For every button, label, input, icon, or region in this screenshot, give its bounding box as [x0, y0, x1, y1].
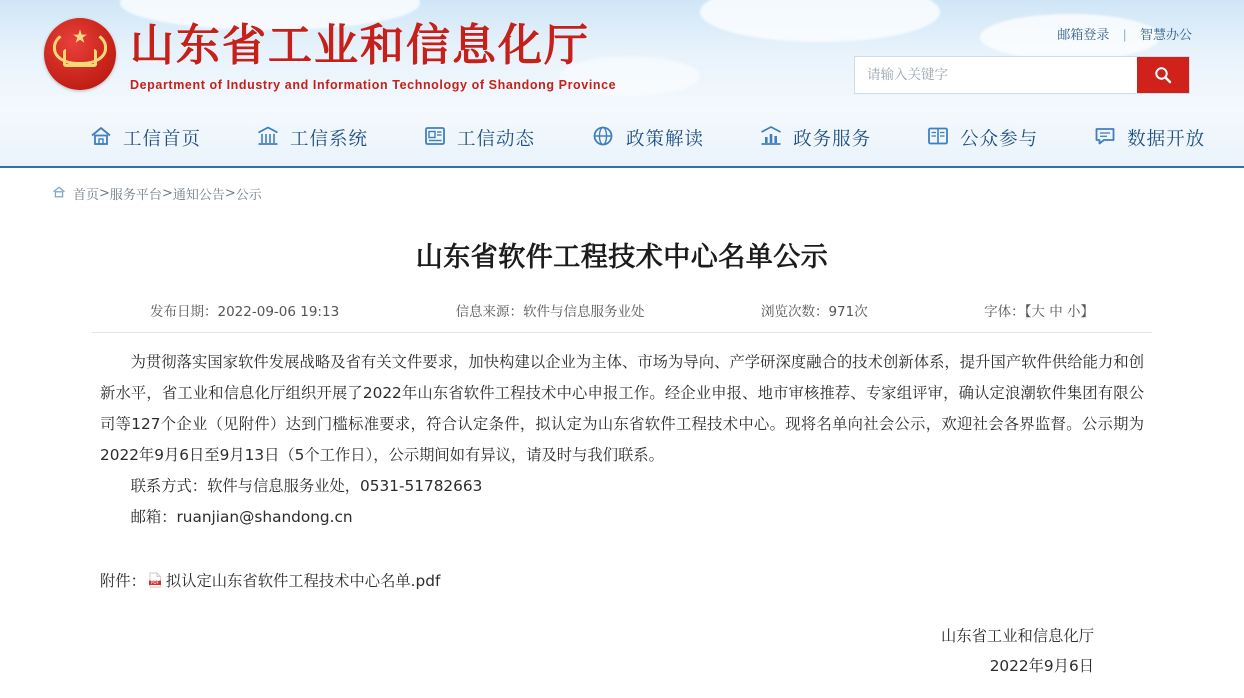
article-paragraph: 为贯彻落实国家软件发展战略及省有关文件要求，加快构建以企业为主体、市场为导向、产学研深度融合的技术创新体系，提升国产软件供给能力和创新水平，省工业和信息化厅组织开展了2022年山东省软件工程技术中心申报工作。经企业申报、地市审核推荐、专家组评审，确认定浪潮软件集团有限公司等127个企业（见附件）达到门槛标准要求，符合认定条件，拟认定为山东省软件工程技术中心。现将名单向社会公示，欢迎社会各界监督。公示期为2022年9月6日至9月13日（5个工作日），公示期间如有异议，请及时与我们联系。	[100, 353, 1144, 464]
site-title-block	[130, 20, 616, 92]
bracket-close: 】	[1080, 304, 1094, 320]
nav-item-services[interactable]	[758, 123, 871, 154]
meta-source-value: 软件与信息服务业处	[523, 304, 645, 320]
breadcrumb	[52, 184, 1244, 203]
site-title-en: Department of Industry and Information Technology of Shandong Province	[130, 78, 617, 92]
breadcrumb-separator: >	[161, 186, 173, 201]
font-size-large[interactable]: 大	[1031, 304, 1045, 320]
meta-publish-value: 2022-09-06 19:13	[217, 304, 340, 320]
home-icon	[88, 123, 114, 154]
svg-text:PDF: PDF	[150, 580, 159, 586]
signature-date: 2022年9月6日	[989, 657, 1094, 675]
article-signature	[92, 591, 1152, 681]
nav-item-news[interactable]	[422, 123, 535, 154]
nav-item-label: 工信系统	[290, 129, 369, 150]
page-title: 山东省软件工程技术中心名单公示	[415, 242, 829, 273]
attachment-label: 附件：	[100, 572, 146, 590]
font-size-label: 字体：	[984, 304, 1025, 320]
article-email-line: 邮箱：ruanjian@shandong.cn	[130, 508, 353, 526]
breadcrumb-item-notices[interactable]: 通知公告	[172, 188, 225, 203]
book-icon	[925, 123, 951, 154]
nav-item-label: 公众参与	[960, 129, 1039, 150]
font-size-small[interactable]: 小	[1067, 304, 1081, 320]
chart-icon	[758, 123, 784, 154]
cloud-decoration	[700, 0, 940, 42]
nav-item-label: 工信首页	[123, 129, 202, 150]
article-body	[92, 333, 1152, 533]
main-navigation	[0, 110, 1244, 168]
attachment-link[interactable]: 拟认定山东省软件工程技术中心名单.pdf	[165, 572, 441, 590]
meta-views-value: 971次	[828, 304, 868, 320]
pdf-icon	[148, 572, 162, 588]
nav-item-label: 数据开放	[1127, 129, 1206, 150]
national-emblem-icon: ★	[44, 18, 116, 90]
top-link-mail-login[interactable]: 邮箱登录	[1057, 27, 1110, 42]
font-size-medium[interactable]: 中	[1049, 304, 1063, 320]
search-button[interactable]	[1137, 57, 1189, 93]
site-title-cn: 山东省工业和信息化厅	[130, 20, 590, 71]
breadcrumb-separator: >	[99, 186, 110, 201]
meta-views-label: 浏览次数：	[760, 304, 829, 320]
nav-item-system[interactable]	[255, 123, 368, 154]
meta-source	[456, 300, 645, 320]
meta-publish-label: 发布日期：	[150, 304, 218, 320]
bank-icon	[255, 123, 281, 154]
breadcrumb-item-publicity[interactable]: 公示	[235, 188, 262, 203]
font-size-control	[984, 300, 1094, 320]
breadcrumb-item-service-platform[interactable]: 服务平台	[109, 188, 162, 203]
breadcrumb-item-home[interactable]: 首页	[73, 188, 100, 203]
article-contact-line: 联系方式：软件与信息服务业处，0531-51782663	[130, 477, 483, 495]
top-utility-links	[1057, 24, 1192, 43]
search-input[interactable]	[855, 57, 1137, 93]
message-icon	[1092, 123, 1118, 154]
article	[72, 235, 1172, 681]
nav-item-open-data[interactable]	[1092, 123, 1205, 154]
signature-org: 山东省工业和信息化厅	[941, 627, 1094, 645]
globe-icon	[589, 123, 617, 154]
attachment-row	[92, 533, 1152, 591]
meta-source-label: 信息来源：	[455, 304, 524, 320]
meta-publish-date	[150, 300, 339, 320]
nav-item-public-participation[interactable]	[925, 123, 1038, 154]
breadcrumb-bar	[0, 168, 1244, 213]
nav-item-label: 政务服务	[793, 129, 872, 150]
nav-item-home[interactable]	[88, 123, 201, 154]
nav-item-label: 政策解读	[626, 129, 705, 150]
bracket-open: 【	[1024, 304, 1032, 320]
article-meta	[92, 300, 1152, 333]
site-header	[0, 0, 1244, 110]
meta-views	[761, 300, 868, 320]
top-link-separator: |	[1122, 27, 1127, 42]
news-icon	[422, 123, 448, 154]
search-box	[854, 56, 1190, 94]
top-link-smart-office[interactable]: 智慧办公	[1139, 27, 1192, 42]
search-icon	[1153, 65, 1173, 85]
nav-item-label: 工信动态	[457, 129, 536, 150]
nav-item-policy[interactable]	[589, 123, 704, 154]
home-small-icon	[52, 185, 66, 203]
breadcrumb-separator: >	[224, 186, 236, 201]
